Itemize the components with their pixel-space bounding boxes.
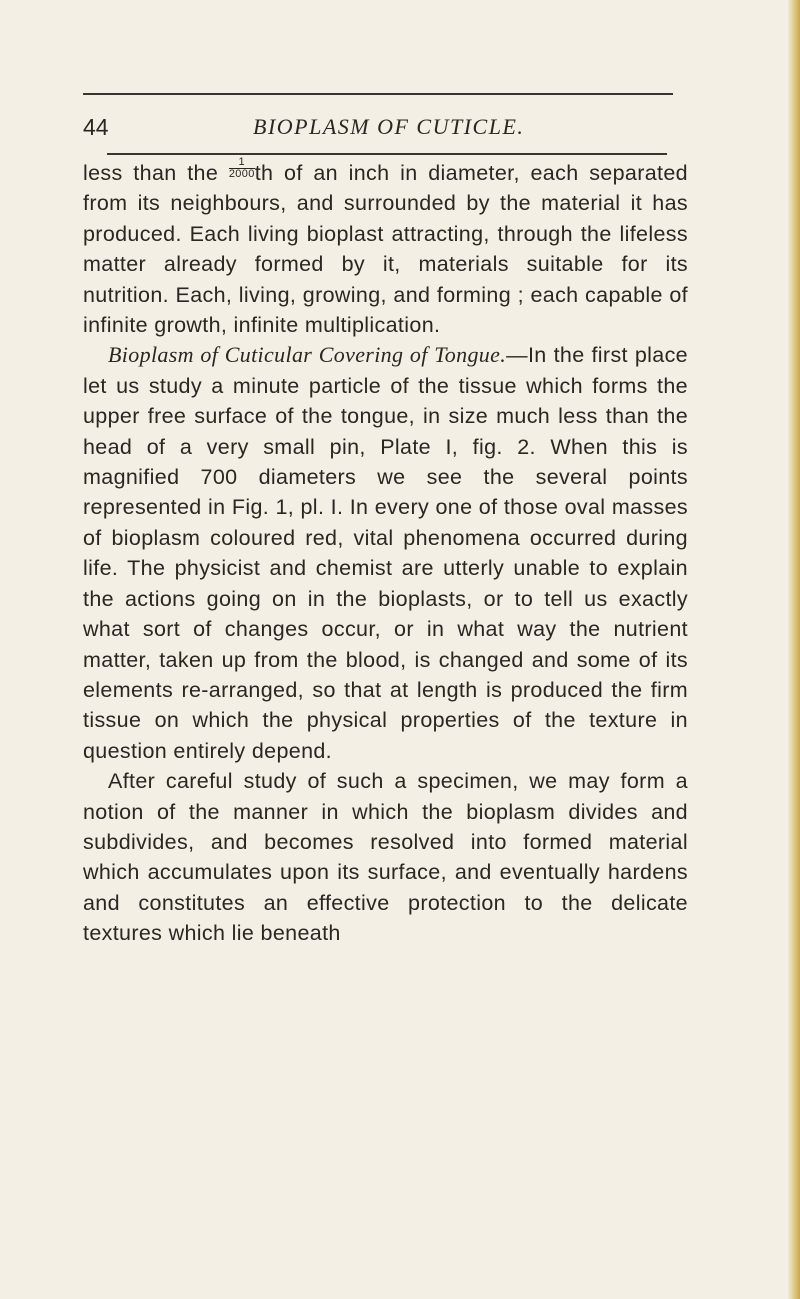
page-header	[83, 108, 683, 148]
body-text	[83, 157, 688, 949]
page-number: 44	[83, 114, 109, 140]
paragraph-2	[83, 340, 688, 766]
fraction-numerator: 1	[229, 157, 255, 169]
paragraph-1-rest: th of an inch in diameter, each separated from its neighbours, and surrounded by the material it has produced. Each living bioplast attracting, through the lifeless matter already formed by it, materials suitable for its nutrition. Each, living, growing, and forming ; each capable of infinite growth, infinite multiplication.	[83, 161, 688, 338]
paragraph-2-text: —In the first place let us study a minute particle of the tissue which forms the upper free surface of the tongue, in size much less than the head of a very small pin, Plate I, fig. 2. When this is magnified 700 diameters we see the several points represented in Fig. 1, pl. I. In every one of those oval masses of bioplasm coloured red, vital phenomena occurred during life. The physicist and chemist are utterly unable to explain the actions going on in the bioplasts, or to tell us exactly what sort of changes occur, or in what way the nutrient matter, taken up from the blood, is changed and some of its elements re-arranged, so that at length is produced the firm tissue on which the physical properties of the texture in question entirely depend.	[83, 343, 688, 763]
side-heading: Bioplasm of Cuticular Covering of Tongue.	[108, 342, 507, 368]
page-edge	[788, 0, 800, 1299]
running-head: BIOPLASM OF CUTICLE.	[253, 114, 525, 139]
fraction-denominator: 2000	[228, 168, 255, 180]
paragraph-1-start: less than the	[83, 161, 229, 185]
header-rule-top	[83, 93, 673, 95]
fraction	[229, 157, 255, 180]
paragraph-1	[83, 157, 688, 340]
header-rule-bottom	[107, 153, 667, 155]
paragraph-3: After careful study of such a specimen, we may form a notion of the manner in which the bioplasm divides and subdivides, and becomes resolved into formed material which accumulates upon its surface, and eventually hardens and constitutes an effective protection to the delicate textures which lie beneath	[83, 769, 688, 946]
